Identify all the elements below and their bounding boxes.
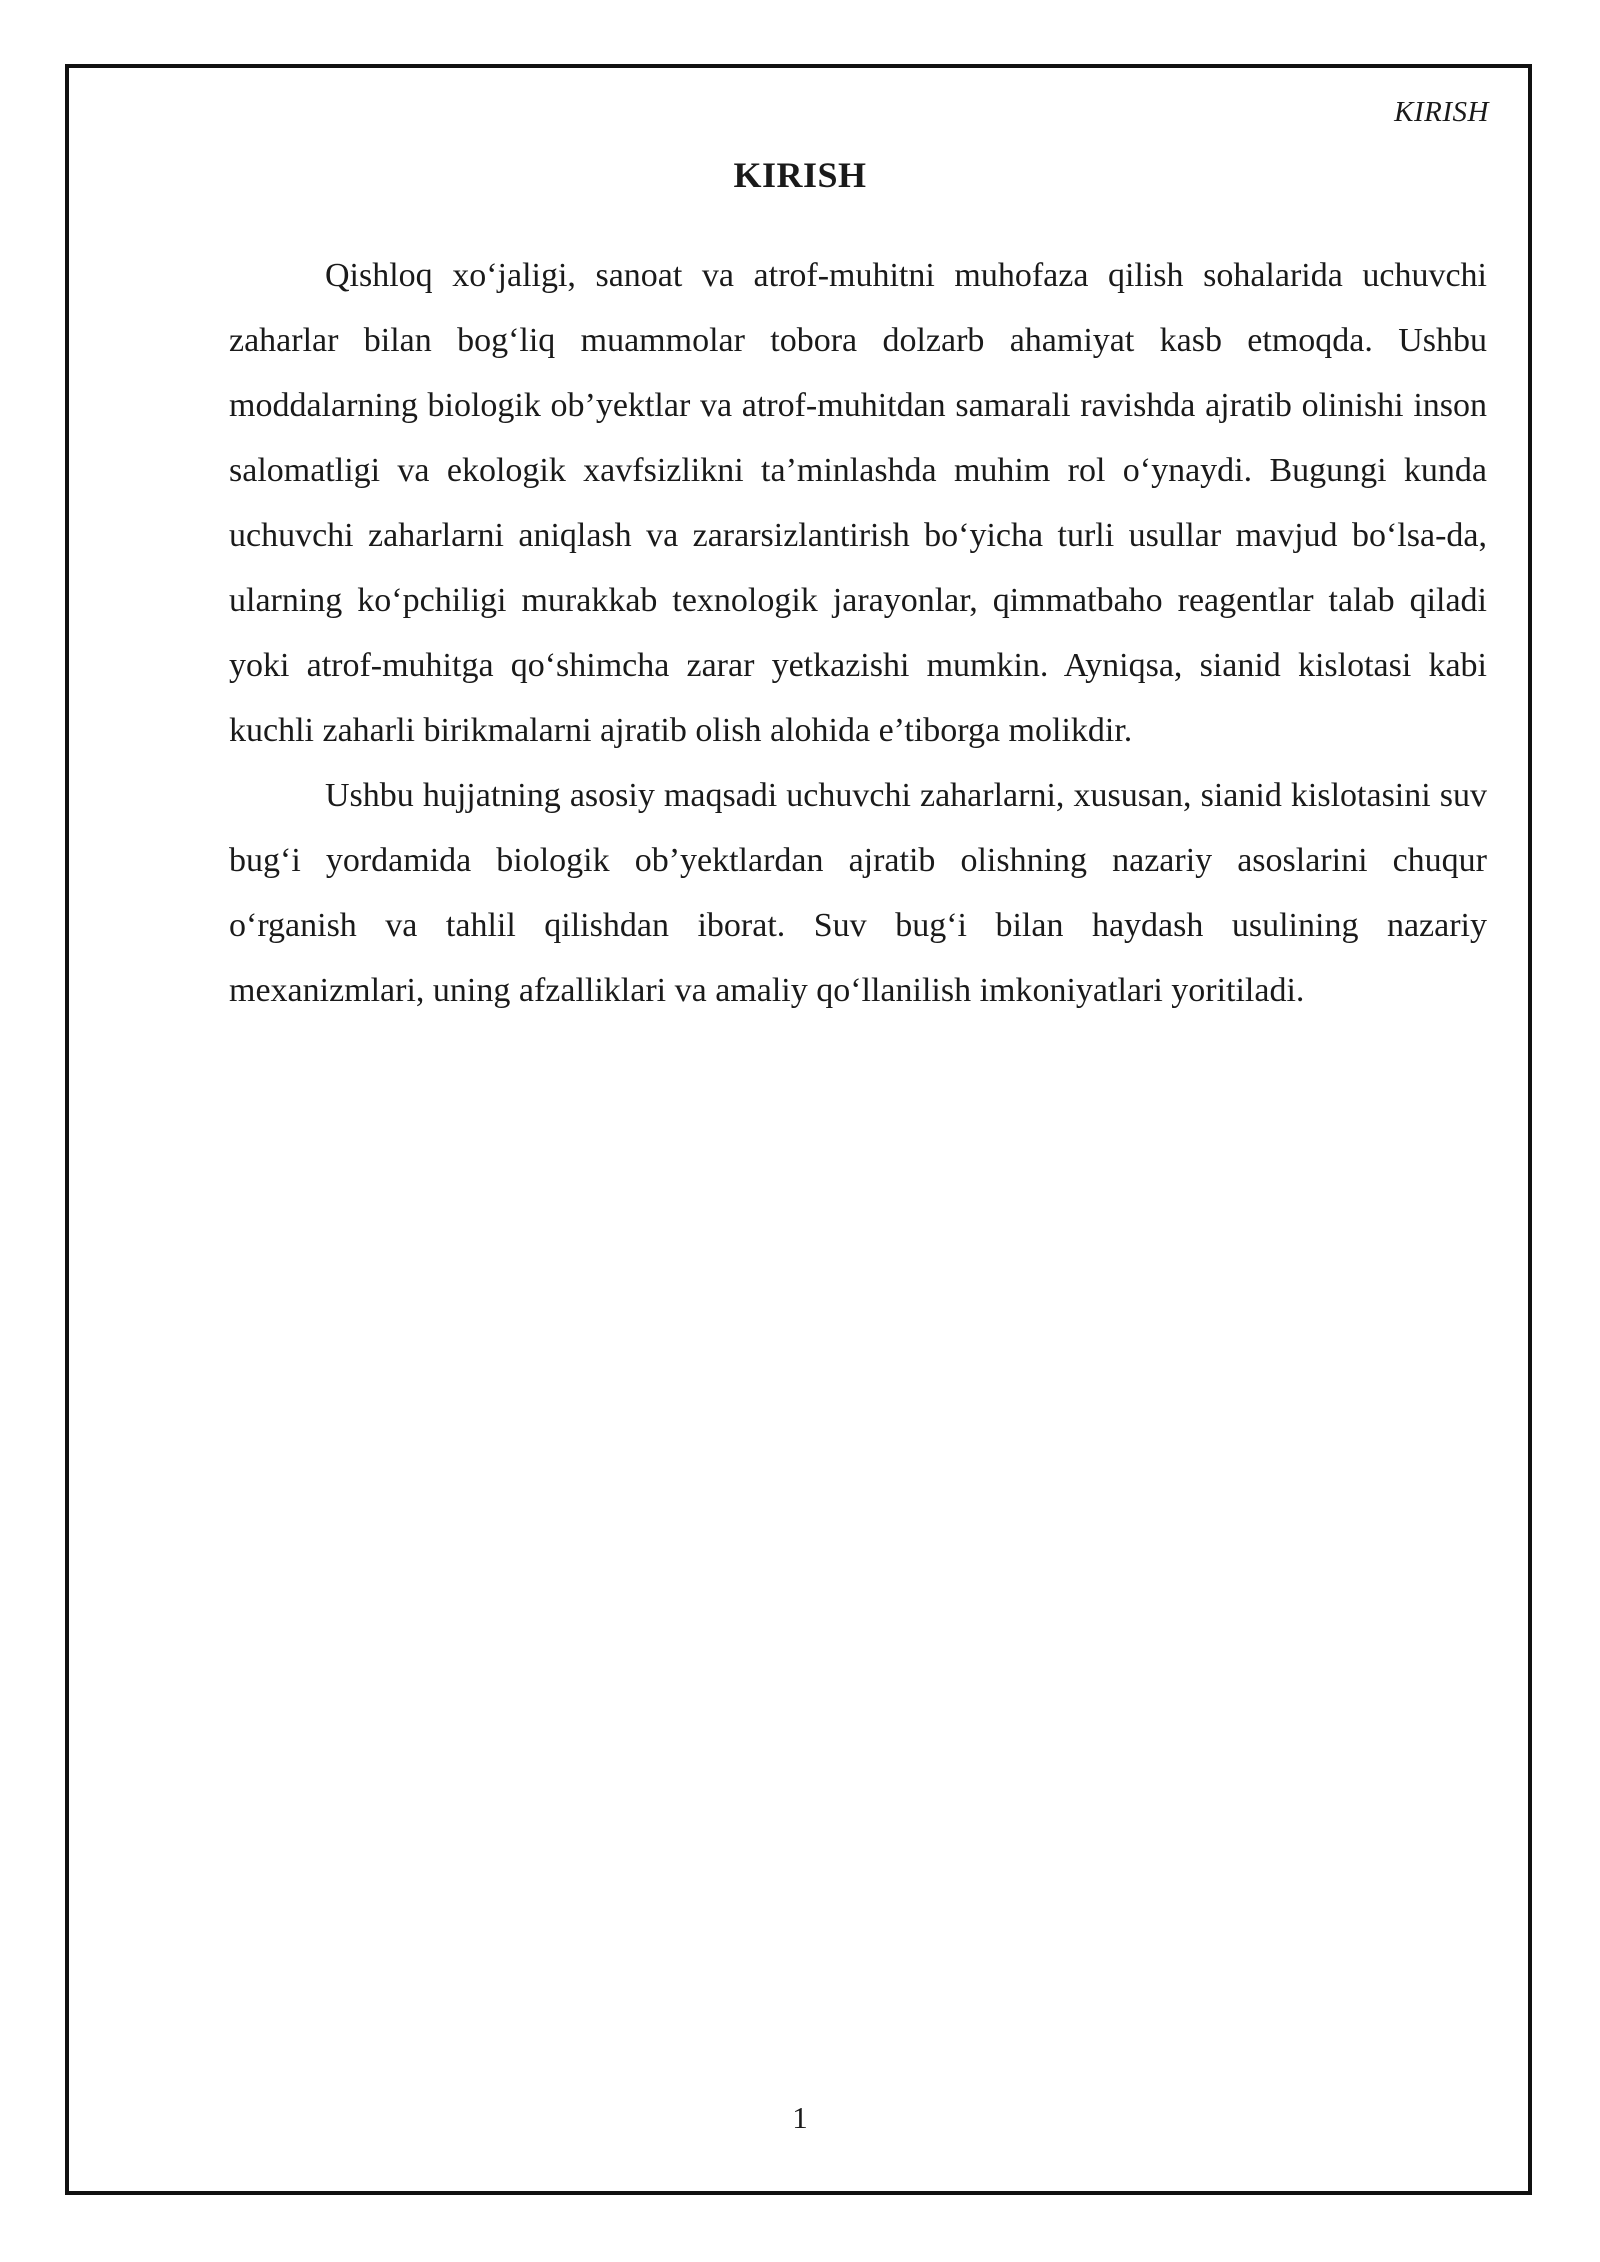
paragraph-2: Ushbu hujjatning asosiy maqsadi uchuvchi zaharlarni, xususan, sianid kislotasini suv bug‘i yordamida biologik ob’yektlardan ajratib olishning nazariy asoslarini chuqur o‘rganish va tahlil qilishdan iborat. Suv bug‘i bilan haydash usulining nazariy mexanizmlari, uning afzalliklari va amaliy qo‘llanilish imkoniyatlari yoritiladi. [229, 777, 1487, 1009]
paragraph-1: Qishloq xo‘jaligi, sanoat va atrof-muhitni muhofaza qilish sohalarida uchuvchi zaharlar bilan bog‘liq muammolar tobora dolzarb ahamiyat kasb etmoqda. Ushbu moddalarning biologik ob’yektlar va atrof-muhitdan samarali ravishda ajratib olinishi inson salomatligi va ekologik xavfsizlikni ta’minlashda muhim rol o‘ynaydi. Bugungi kunda uchuvchi zaharlarni aniqlash va zararsizlantirish bo‘yicha turli usullar mavjud bo‘lsa-da, ularning ko‘pchiligi murakkab texnologik jarayonlar, qimmatbaho reagentlar talab qiladi yoki atrof-muhitga qo‘shimcha zarar yetkazishi mumkin. Ayniqsa, sianid kislotasi kabi kuchli zaharli birikmalarni ajratib olish alohida e’tiborga molikdir. [229, 257, 1487, 749]
page-title: KIRISH [733, 155, 867, 195]
running-header: KIRISH [1394, 96, 1489, 128]
page-number: 1 [792, 2100, 808, 2135]
body-text [229, 243, 1487, 1023]
